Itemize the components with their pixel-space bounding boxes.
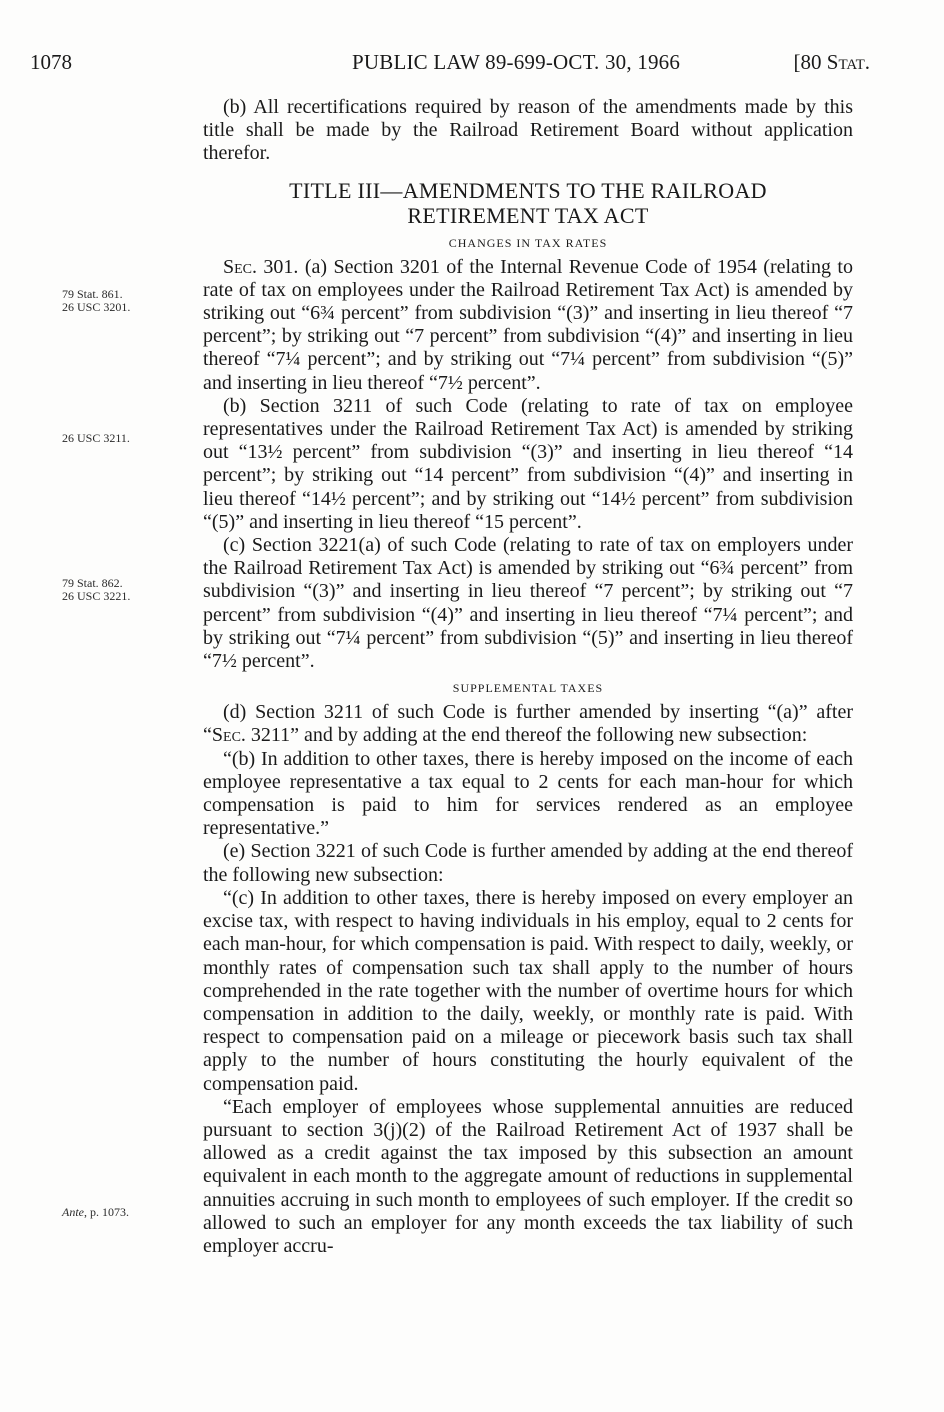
quoted-subsection-c: “(c) In addition to other taxes, there is hereby imposed on every employer an excise tax, with respect to having individuals in his employ, equal to 2 cents for each man-hour, for which compensation is paid. With respect to daily, weekly, or monthly rates of compensation such tax shall apply to the number of hours comprehended in the rate together with the number of overtime hours for which compensation in addition to the daily, weekly, or monthly rate is paid. With respect to compensation paid on a mileage or piecework basis such tax shall apply to the number of hours constituting the hourly equivalent of the compensation paid.: [203, 886, 853, 1095]
margin-note-line: 26 USC 3211.: [62, 431, 130, 445]
section-301-b: (b) Section 3211 of such Code (relating to rate of tax on employee representatives under the Railroad Retirement Tax Act) is amended by striking out “13½ percent” from subdivision “(3)” and inserting in lieu thereof “14 percent”; by striking out “14 percent” from subdivision “(4)” and inserting in lieu thereof “14½ percent”; and by striking out “14½ percent” from subdivision “(5)” and inserting in lieu thereof “15 percent”.: [203, 394, 853, 533]
running-title: PUBLIC LAW 89-699-OCT. 30, 1966: [352, 50, 681, 74]
title-line-1: TITLE III—AMENDMENTS TO THE RAILROAD: [289, 177, 767, 203]
section-301-a-text: . 301. (a) Section 3201 of the Internal Revenue Code of 1954 (relating to rate of tax on employees under the Railroad Retirement Tax Act) is amended by striking out “6¾ percent” from subdivision “(3)” and inserting in lieu thereof “7 percent”; by striking out “7 percent” from subdivision “(4)” and inserting in lieu thereof “7¼ percent”; and by striking out “7¼ percent” from subdivision “(5)” and inserting in lieu thereof “7½ percent”.: [203, 255, 853, 394]
section-301-c: (c) Section 3221(a) of such Code (relating to rate of tax on employers under the Railroad Retirement Tax Act) is amended by striking out “6¾ percent” from subdivision “(3)” and inserting in lieu thereof “7 percent”; by striking out “7 percent” from subdivision “(4)” and inserting in lieu thereof “7¼ percent”; and by striking out “7¼ percent” from subdivision “(5)” and inserting in lieu thereof “7½ percent”.: [203, 534, 853, 673]
margin-note-79-stat-862: [62, 577, 192, 603]
ante-page: , p. 1073.: [84, 1205, 129, 1219]
quoted-paragraph-each-employer: “Each employer of employees whose supplemental annuities are reduced pursuant to section 3(j)(2) of the Railroad Retirement Act of 1937 shall be allowed as a credit against the tax imposed by this subsection an amount equivalent in each month to the aggregate amount of reductions in supplemental annuities accruing in such month to employees of such employer. If the credit so allowed to such an employer for any month exceeds the tax liability of such employer accru-: [203, 1095, 853, 1257]
margin-note-line: [62, 1206, 192, 1219]
volume-suffix: Stat.: [826, 50, 870, 74]
title-heading: [203, 178, 853, 228]
subheading-changes-in-tax-rates: CHANGES IN TAX RATES: [448, 235, 608, 250]
margin-note-line: 26 USC 3221.: [62, 589, 131, 603]
section-label: Sec: [211, 724, 241, 747]
section-label: Sec: [223, 255, 253, 278]
volume-prefix: [80: [793, 50, 827, 74]
page-number: 1078: [30, 50, 72, 74]
section-301-d-text-1: (d) Section 3211 of such Code is further amended by inserting “(a)” after “: [203, 701, 853, 747]
main-text: [203, 96, 853, 1258]
margin-note-line: 79 Stat. 861.: [62, 287, 123, 301]
section-301-e: (e) Section 3221 of such Code is further amended by adding at the end thereof the following new subsection:: [203, 840, 853, 886]
section-301-a: [203, 256, 853, 395]
section-301-d: [203, 701, 853, 747]
section-301-d-text-2: . 3211” and by adding at the end thereof the following new subsection:: [240, 724, 808, 747]
margin-note-line: 79 Stat. 862.: [62, 576, 123, 590]
subheading-supplemental-taxes: SUPPLEMENTAL TAXES: [452, 681, 604, 696]
title-line-2: RETIREMENT TAX ACT: [407, 202, 649, 228]
quoted-subsection-b: “(b) In addition to other taxes, there is hereby imposed on the income of each employee representative a tax equal to 2 cents for each man-hour for which compensation is paid to him for services rendered as an employee representative.”: [203, 747, 853, 840]
margin-note-ante: [62, 1206, 192, 1219]
margin-note-line: 26 USC 3201.: [62, 300, 131, 314]
margin-note-79-stat-861: [62, 288, 192, 314]
margin-note-26-usc-3211: [62, 432, 192, 445]
paragraph-b-recertifications: (b) All recertifications required by reason of the amendments made by this title shall be made by the Railroad Retirement Board without application therefor.: [203, 96, 853, 165]
ante-ref: Ante: [62, 1205, 84, 1219]
volume-reference: [794, 50, 870, 75]
running-head: [30, 50, 870, 82]
